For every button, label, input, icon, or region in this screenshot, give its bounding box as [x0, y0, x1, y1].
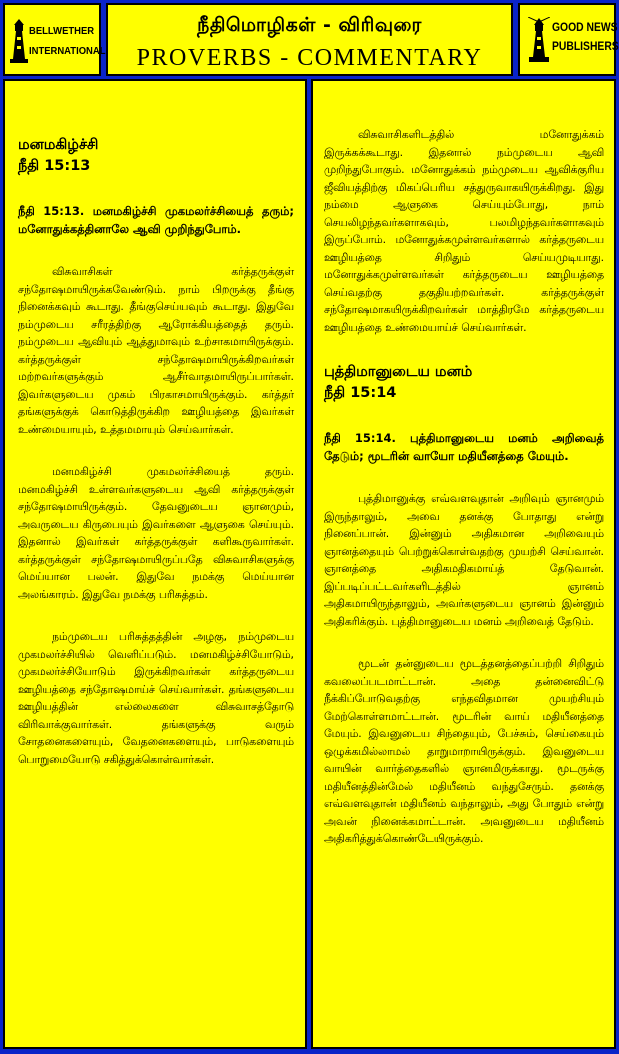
lighthouse-icon	[528, 17, 550, 63]
verse-text: நீதி 15:14. புத்திமானுடைய மனம் அறிவைத் தேடும்; மூடரின் வாயோ மதியீனத்தை மேயும்.	[324, 431, 604, 463]
page-title-english: PROVERBS - COMMENTARY	[136, 45, 483, 71]
section-reference: நீதி 15:14	[324, 385, 397, 401]
commentary-paragraph: மூடன் தன்னுடைய மூடத்தனத்தைப்பற்றி சிறிதும் கவலைப்படமாட்டான். அதை தன்னைவிட்டு நீக்கிப்போடுவதற்கு எந்தவிதமான முயற்சியும் மேற்கொள்ளமாட்டான். மூடரின் வாய் மதியீனத்தை மேயும். இவனுடைய சிந்தையும், பேச்சும், செய்கையும் ஒழுக்கமில்லாமல் தாறுமாறாயிருக்கும். இவனுடைய வாயின் வார்த்தைகளில் ஞானமிருக்காது. மூடருக்கு மதியீனத்தின்மேல் மதியீனம் வந்துசேரும். தனக்கு எவ்வளவுதான் மதியீனம் வந்தாலும், அது போதும் என்று அவன் நினைக்கமாட்டான். அவனுடைய மதியீனம் அதிகரித்துக்கொண்டேயிருக்கும்.	[324, 657, 604, 845]
good-news-logo-text	[552, 19, 619, 57]
page-title-tamil: நீதிமொழிகள் - விரிவுரை	[197, 14, 422, 36]
right-column	[311, 79, 616, 1049]
section-title: புத்திமானுடைய மனம்	[324, 364, 473, 380]
page-title-box	[106, 3, 513, 76]
commentary-paragraph: மனமகிழ்ச்சி முகமலர்ச்சியைத் தரும். மனமகிழ்ச்சி உள்ளவர்களுடைய ஆவி கர்த்தருக்குள் சந்தோஷமாயிருக்கும். தேவனுடைய ஞானமும், அவருடைய கிருபையும் இவர்களை ஆளுகை செய்யும். இதனால் இவர்கள் கர்த்தருக்குள் களிகூருவார்கள். கர்த்தருக்குள் சந்தோஷமாயிருப்பதே விசுவாசிகளுக்கு மெய்யான பலன். இதுவே நமக்கு மெய்யான அலங்காரம். இதுவே நமக்கு பரிசுத்தம்.	[18, 465, 294, 601]
commentary-paragraph: விசுவாசிகள் கர்த்தருக்குள் சந்தோஷமாயிருக்கவேண்டும். நாம் பிறருக்கு தீங்கு நினைக்கவும் கூடாது. தீங்குசெய்யவும் கூடாது. இதுவே நம்முடைய சரீரத்திற்கு ஆரோக்கியத்தைத் தரும். நம்முடைய ஆவியும் ஆத்துமாவும் உற்சாகமாயிருக்கும். கர்த்தருக்குள் சந்தோஷமாயிருக்கிறவர்கள் மற்றவர்களுக்கும் ஆசீர்வாதமாயிருப்பார்கள். இவர்களுடைய முகம் பிரகாசமாயிருக்கும். கர்த்தர் தங்களுக்குக் கொடுத்திருக்கிற ஊழியத்தை இவர்கள் உண்மையாயும், உத்தமமாயும் செய்வார்கள்.	[18, 265, 294, 436]
logo-left-line-2: INTERNATIONAL	[29, 45, 106, 57]
commentary-paragraph: நம்முடைய பரிசுத்தத்தின் அழகு, நம்முடைய முகமலர்ச்சியில் வெளிப்படும். மனமகிழ்ச்சியோடும், முகமலர்ச்சியோடும் இருக்கிறவர்கள் கர்த்தருடைய ஊழியத்தை சந்தோஷமாய்ச் செய்வார்கள். தங்களுடைய ஊழியத்தின் எல்லைகளை விசுவாசத்தோடு விரிவாக்குவார்கள். தங்களுக்கு வரும் சோதனைகளையும், வேதனைகளையும், பாடுகளையும் பொறுமையோடு சகித்துக்கொள்வார்கள்.	[18, 630, 294, 766]
page-header	[3, 3, 619, 76]
commentary-paragraph: புத்திமானுக்கு எவ்வளவுதான் அறிவும் ஞானமும் இருந்தாலும், அவை தனக்கு போதாது என்று நினைப்பான். இன்னும் அதிகமான அறிவையும் ஞானத்தையும் பெற்றுக்கொள்வதற்கு முயற்சி செய்வான். ஞானத்தை அதிகமதிகமாய்த் தேடுவான். இப்படிப்பட்டவர்களிடத்தில் ஞானம் அதிகமாயிருந்தாலும், அவர்களுடைய ஞானம் இன்னும் அதிகரிக்கும். புத்திமானுடைய மனம் அறிவைத் தேடும்.	[324, 492, 604, 628]
bellwether-logo-text	[29, 21, 105, 61]
logo-left-line-1: BELLWETHER	[29, 25, 95, 37]
commentary-paragraph: விசுவாசிகளிடத்தில் மனோதுக்கம் இருக்கக்கூடாது. இதனால் நம்முடைய ஆவி முறிந்துபோகும். மனோதுக்கம் நம்முடைய ஆவிக்குரிய ஜீவியத்திற்கு மிகப்பெரிய சத்துருவாகயிருக்கிறது. இது நம்மை ஆளுகை செய்யும்போது, நாம் செயலிழந்தவர்களாகவும், பலமிழந்தவர்களாகவும் இருப்போம். மனோதுக்கமுள்ளவர்களால் கர்த்தருடைய ஊழியத்தை சிறிதும் செய்யமுடியாது. மனோதுக்கமுள்ளவர்கள் கர்த்தருடைய ஊழியத்தை செய்வதற்கு தகுதியற்றவர்கள். கர்த்தருக்குள் சந்தோஷமாகயிருக்கிறவர்கள் மாத்திரமே கர்த்தருடைய ஊழியத்தை உண்மையாய்ச் செய்வார்கள்.	[324, 128, 604, 334]
good-news-logo	[518, 3, 619, 76]
logo-right-line-2: PUBLISHERS	[552, 41, 619, 53]
section-reference: நீதி 15:13	[18, 158, 91, 174]
logo-right-line-1: GOOD NEWS	[552, 22, 618, 34]
verse-text: நீதி 15:13. மனமகிழ்ச்சி முகமலர்ச்சியைத் தரும்; மனோதுக்கத்தினாலே ஆவி முறிந்துபோம்.	[18, 204, 294, 236]
lighthouse-icon	[10, 19, 28, 63]
section-title: மனமகிழ்ச்சி	[18, 137, 99, 153]
left-column	[3, 79, 307, 1049]
bellwether-logo	[3, 3, 106, 76]
